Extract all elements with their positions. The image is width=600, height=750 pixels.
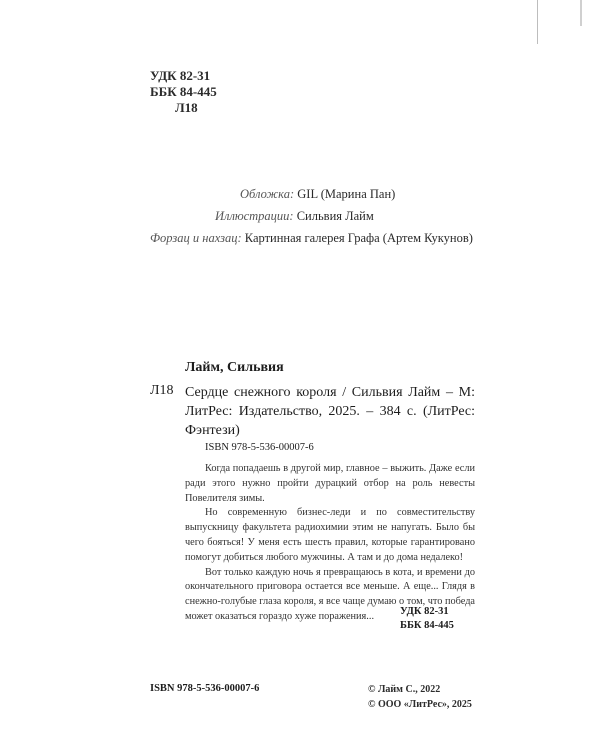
classification-bottom — [400, 605, 454, 633]
copyright-author: © Лайм С., 2022 — [368, 684, 441, 695]
annotation-paragraph: Когда попадаешь в другой мир, главное – выжить. Даже если ради этого нужно пройти дурацкий отбор на роль невесты Повелителя зимы. — [185, 463, 475, 504]
credit-role: Форзац и нахзац: — [150, 231, 242, 245]
credit-name: Картинная галерея Графа (Артем Кукунов) — [244, 231, 473, 245]
record-code: Л18 — [150, 383, 174, 398]
isbn-bottom: ISBN 978-5-536-00007-6 — [150, 683, 260, 694]
record-author: Лайм, Сильвия — [185, 360, 284, 375]
udk-code: УДК 82-31 — [150, 68, 211, 83]
copyright-publisher: © ООО «ЛитРес», 2025 — [368, 699, 472, 710]
credit-cover — [240, 187, 395, 202]
credit-role: Обложка: — [240, 187, 295, 201]
bbk-code: ББК 84-445 — [400, 620, 454, 631]
page-edge-line — [580, 0, 582, 26]
record-isbn: ISBN 978-5-536-00007-6 — [205, 442, 314, 453]
copyright-block — [368, 682, 472, 712]
udk-code: УДК 82-31 — [400, 606, 449, 617]
credit-endpapers — [150, 231, 473, 246]
classification-block — [150, 68, 217, 116]
annotation-paragraph: Но современную бизнес-леди и по совместительству выпускницу факультета радиохимии этим не напугать. Было бы чего бояться! У меня есть шесть правил, которые гарантировано помогут добиться любого мужчины. А там и до дома недалеко! — [185, 507, 475, 563]
credit-illustrations — [215, 209, 374, 224]
credit-name: Сильвия Лайм — [296, 209, 374, 223]
page-edge-line — [537, 0, 538, 44]
credit-role: Иллюстрации: — [215, 209, 294, 223]
annotation — [185, 462, 475, 625]
author-sign-code: Л18 — [175, 100, 198, 115]
credit-name: GIL (Марина Пан) — [297, 187, 396, 201]
bibliographic-description: Сердце снежного короля / Сильвия Лайм – М: ЛитРес: Издательство, 2025. – 384 с. (ЛитРес: Фэнтези) — [185, 385, 475, 438]
annotation-paragraph: Вот только каждую ночь я превращаюсь в кота, и времени до окончательного приговора остается все меньше. А еще... Глядя в снежно-голубые глаза короля, я все чаще думаю о том, что победа может оказаться гораздо хуже поражения... — [185, 566, 476, 622]
bbk-code: ББК 84-445 — [150, 84, 217, 99]
